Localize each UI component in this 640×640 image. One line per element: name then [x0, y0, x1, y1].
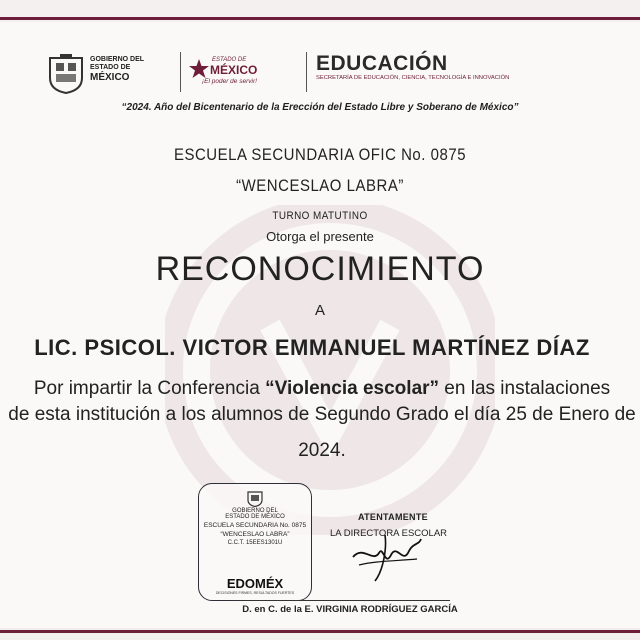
bottom-border [0, 628, 640, 640]
signer-name-row [0, 604, 640, 615]
body-line-2: de esta institución a los alumnos de Segundo Grado el día 25 de Enero de [8, 404, 636, 425]
body-pre: Por impartir la Conferencia [33, 378, 266, 399]
shift-label: TURNO MATUTINO [272, 210, 368, 222]
educacion-subtitle: SECRETARÍA DE EDUCACIÓN, CIENCIA, TECNOLOGÍA E INNOVACIÓN [316, 75, 510, 81]
body-post: en las instalaciones [439, 378, 611, 399]
conference-topic: “Violencia escolar” [265, 378, 440, 399]
estado-de-mexico-logo [188, 52, 300, 96]
stamp-line1a: GOBIERNO DEL [232, 508, 278, 514]
stamp-gobierno [199, 508, 311, 520]
stamp-school: ESCUELA SECUNDARIA No. 0875 [203, 522, 307, 529]
school-stamp [198, 483, 312, 601]
stamp-school-name: “WENCESLAO LABRA” [220, 531, 290, 538]
stamp-line1b: ESTADO DE MÉXICO [225, 514, 285, 520]
header [40, 42, 610, 102]
year-banner: “2024. Año del Bicentenario de la Erección del Estado Libre y Soberano de México” [121, 102, 519, 113]
certificate-title: RECONOCIMIENTO [155, 250, 485, 288]
signer-role: LA DIRECTORA ESCOLAR [330, 528, 448, 539]
stamp-cct: C.C.T. 15EES1301U [227, 540, 283, 546]
school-heading: ESCUELA SECUNDARIA OFIC No. 0875 [173, 145, 467, 164]
closing-text: ATENTAMENTE [358, 512, 428, 522]
top-border [0, 0, 640, 22]
header-divider [306, 52, 307, 92]
estado-big-text: MÉXICO [210, 63, 258, 77]
stamp-brand: EDOMÉX [226, 576, 284, 591]
school-name: “WENCESLAO LABRA” [236, 176, 404, 195]
gobierno-line1: GOBIERNO DEL [90, 56, 145, 63]
grants-text: Otorga el presente [266, 229, 374, 244]
star-icon [188, 58, 210, 80]
stamp-brand-sub: DECISIONES FIRMES, RESULTADOS FUERTES [215, 591, 295, 595]
gobierno-line3: MÉXICO [90, 72, 130, 83]
estado-small-text: ESTADO DE [212, 57, 247, 63]
state-coat-of-arms-icon [48, 54, 84, 94]
signature-line [232, 600, 450, 601]
estado-slogan: ¡El poder de servir! [202, 78, 257, 85]
body-line-3: 2024. [298, 440, 346, 461]
recipient-name: LIC. PSICOL. VICTOR EMMANUEL MARTÍNEZ DÍAZ [34, 335, 590, 360]
gobierno-text [90, 56, 144, 83]
signer-name: D. en C. de la E. VIRGINIA RODRÍGUEZ GARCÍA [242, 604, 458, 615]
to-label: A [314, 302, 325, 319]
gobierno-line2: ESTADO DE [90, 64, 131, 71]
header-divider [180, 52, 181, 92]
body-line-1 [0, 378, 640, 400]
educacion-title: EDUCACIÓN [316, 52, 448, 75]
handwritten-signature-icon [345, 515, 425, 585]
stamp-crest-icon [247, 490, 263, 507]
